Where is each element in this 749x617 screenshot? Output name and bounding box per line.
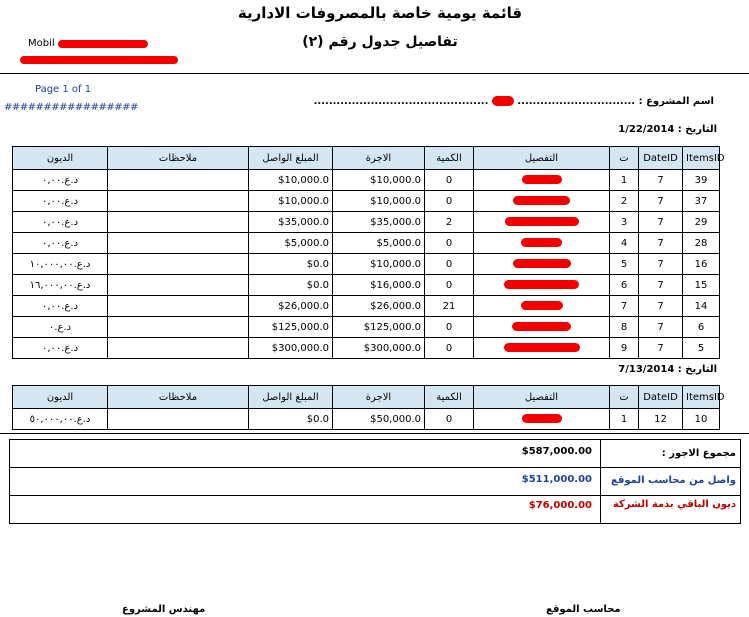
col-header-fee: الاجرة xyxy=(333,386,425,409)
cell-seq: 9 xyxy=(610,338,639,359)
cell-detail xyxy=(474,254,610,275)
cell-debt: د.ع.٠ xyxy=(13,317,108,338)
col-header-debt: الديون xyxy=(13,147,108,170)
date-label: التاريخ : xyxy=(677,124,717,135)
date-label: التاريخ : xyxy=(677,364,717,375)
table-row xyxy=(13,338,720,359)
summary-row-received xyxy=(10,468,740,496)
redaction-mark xyxy=(513,196,570,205)
col-header-seq: ت xyxy=(610,386,639,409)
cell-notes xyxy=(108,212,249,233)
redaction-mark xyxy=(492,96,514,106)
cell-qty: 0 xyxy=(425,338,474,359)
table-row xyxy=(13,191,720,212)
redaction-mark xyxy=(522,414,562,423)
cell-fee: $10,000.0 xyxy=(333,170,425,191)
col-header-dateid: DateID xyxy=(639,386,683,409)
cell-seq: 3 xyxy=(610,212,639,233)
cell-date-id: 7 xyxy=(639,296,683,317)
report-subtitle: تفاصيل جدول رقم (٢) xyxy=(302,34,458,50)
cell-qty: 0 xyxy=(425,317,474,338)
col-header-dateid: DateID xyxy=(639,147,683,170)
cell-paid: $5,000.0 xyxy=(249,233,333,254)
group2-date-row xyxy=(560,364,717,375)
table-row xyxy=(13,254,720,275)
table-row xyxy=(13,317,720,338)
cell-notes xyxy=(108,296,249,317)
project-name-row xyxy=(300,96,714,107)
project-dots: ............................... xyxy=(517,96,636,107)
cell-item-id: 14 xyxy=(683,296,720,317)
table-row xyxy=(13,296,720,317)
cell-paid: $0.0 xyxy=(249,409,333,430)
overflow-hashes: ################# xyxy=(4,102,138,113)
redaction-mark xyxy=(504,343,580,352)
cell-item-id: 39 xyxy=(683,170,720,191)
cell-notes xyxy=(108,275,249,296)
group1-date-row xyxy=(560,124,717,135)
redaction-mark xyxy=(505,217,579,226)
cell-detail xyxy=(474,275,610,296)
cell-debt: د.ع.٠,٠٠ xyxy=(13,296,108,317)
col-header-qty: الكمية xyxy=(425,386,474,409)
cell-detail xyxy=(474,409,610,430)
engineer-signature-label: مهندس المشروع xyxy=(122,604,206,615)
cell-item-id: 37 xyxy=(683,191,720,212)
cell-date-id: 12 xyxy=(639,409,683,430)
cell-detail xyxy=(474,191,610,212)
cell-paid: $125,000.0 xyxy=(249,317,333,338)
cell-notes xyxy=(108,409,249,430)
section-divider xyxy=(0,433,749,434)
cell-seq: 6 xyxy=(610,275,639,296)
debt-label: ديون الباقي بذمة الشركة xyxy=(612,499,736,510)
cell-item-id: 5 xyxy=(683,338,720,359)
cell-fee: $50,000.0 xyxy=(333,409,425,430)
table-row xyxy=(13,233,720,254)
col-header-paid: المبلغ الواصل xyxy=(249,386,333,409)
debt-value: $76,000.00 xyxy=(528,500,592,511)
cell-fee: $35,000.0 xyxy=(333,212,425,233)
cell-fee: $16,000.0 xyxy=(333,275,425,296)
redaction-mark xyxy=(521,238,562,247)
total-label: مجموع الاجور : xyxy=(661,448,736,459)
cell-debt: د.ع.١٦,٠٠٠,٠٠ xyxy=(13,275,108,296)
cell-item-id: 29 xyxy=(683,212,720,233)
cell-notes xyxy=(108,317,249,338)
cell-date-id: 7 xyxy=(639,275,683,296)
cell-date-id: 7 xyxy=(639,254,683,275)
col-header-debt: الديون xyxy=(13,386,108,409)
cell-debt: د.ع.٠,٠٠ xyxy=(13,338,108,359)
cell-qty: 0 xyxy=(425,233,474,254)
expenses-table-2 xyxy=(12,385,725,430)
cell-qty: 0 xyxy=(425,275,474,296)
redaction-mark xyxy=(513,259,571,268)
cell-seq: 1 xyxy=(610,409,639,430)
cell-notes xyxy=(108,233,249,254)
cell-seq: 8 xyxy=(610,317,639,338)
total-value: $587,000.00 xyxy=(521,446,592,457)
cell-detail xyxy=(474,170,610,191)
col-header-detail: التفصيل xyxy=(474,386,610,409)
cell-paid: $10,000.0 xyxy=(249,170,333,191)
cell-item-id: 16 xyxy=(683,254,720,275)
cell-seq: 4 xyxy=(610,233,639,254)
cell-seq: 5 xyxy=(610,254,639,275)
cell-qty: 0 xyxy=(425,409,474,430)
cell-notes xyxy=(108,254,249,275)
cell-date-id: 7 xyxy=(639,170,683,191)
table-row xyxy=(13,409,720,430)
cell-debt: د.ع.٥٠,٠٠٠,٠٠ xyxy=(13,409,108,430)
col-header-detail: التفصيل xyxy=(474,147,610,170)
cell-qty: 21 xyxy=(425,296,474,317)
mobil-label: Mobil xyxy=(28,38,55,49)
cell-debt: د.ع.١٠,٠٠٠,٠٠ xyxy=(13,254,108,275)
redaction-mark xyxy=(521,301,563,310)
expenses-table-1 xyxy=(12,146,725,359)
table-row xyxy=(13,275,720,296)
redaction-mark xyxy=(20,56,178,64)
cell-fee: $10,000.0 xyxy=(333,191,425,212)
summary-row-total xyxy=(10,440,740,468)
col-header-itemsid: ItemsID xyxy=(683,147,720,170)
cell-notes xyxy=(108,191,249,212)
cell-qty: 0 xyxy=(425,170,474,191)
received-label: واصل من محاسب الموقع xyxy=(611,475,736,486)
received-value: $511,000.00 xyxy=(521,474,592,485)
col-header-notes: ملاحظات xyxy=(108,386,249,409)
cell-item-id: 28 xyxy=(683,233,720,254)
cell-date-id: 7 xyxy=(639,317,683,338)
cell-debt: د.ع.٠,٠٠ xyxy=(13,233,108,254)
cell-qty: 0 xyxy=(425,254,474,275)
cell-paid: $26,000.0 xyxy=(249,296,333,317)
table-row xyxy=(13,212,720,233)
cell-notes xyxy=(108,170,249,191)
col-header-seq: ت xyxy=(610,147,639,170)
cell-debt: د.ع.٠,٠٠ xyxy=(13,170,108,191)
project-label: اسم المشروع : xyxy=(638,96,714,107)
cell-debt: د.ع.٠,٠٠ xyxy=(13,191,108,212)
header-divider xyxy=(0,73,749,74)
col-header-fee: الاجرة xyxy=(333,147,425,170)
cell-qty: 0 xyxy=(425,191,474,212)
cell-detail xyxy=(474,296,610,317)
cell-date-id: 7 xyxy=(639,338,683,359)
report-title: قائمة يومية خاصة بالمصروفات الادارية xyxy=(237,4,523,22)
group2-date: 7/13/2014 xyxy=(618,364,675,375)
cell-notes xyxy=(108,338,249,359)
group1-date: 1/22/2014 xyxy=(618,124,675,135)
redaction-mark xyxy=(522,175,562,184)
summary-row-debt xyxy=(10,496,740,524)
summary-box xyxy=(9,439,741,524)
cell-fee: $125,000.0 xyxy=(333,317,425,338)
cell-seq: 7 xyxy=(610,296,639,317)
cell-fee: $26,000.0 xyxy=(333,296,425,317)
cell-paid: $300,000.0 xyxy=(249,338,333,359)
redaction-mark xyxy=(58,40,148,48)
redaction-mark xyxy=(504,280,579,289)
summary-label-divider xyxy=(600,440,601,524)
cell-seq: 2 xyxy=(610,191,639,212)
col-header-itemsid: ItemsID xyxy=(683,386,720,409)
cell-item-id: 10 xyxy=(683,409,720,430)
cell-paid: $10,000.0 xyxy=(249,191,333,212)
cell-detail xyxy=(474,338,610,359)
col-header-paid: المبلغ الواصل xyxy=(249,147,333,170)
cell-date-id: 7 xyxy=(639,191,683,212)
cell-paid: $0.0 xyxy=(249,275,333,296)
cell-item-id: 6 xyxy=(683,317,720,338)
cell-detail xyxy=(474,317,610,338)
cell-seq: 1 xyxy=(610,170,639,191)
col-header-qty: الكمية xyxy=(425,147,474,170)
cell-fee: $5,000.0 xyxy=(333,233,425,254)
project-dots: .............................................. xyxy=(313,96,489,107)
table-header-row xyxy=(13,147,720,170)
cell-fee: $300,000.0 xyxy=(333,338,425,359)
table-row xyxy=(13,170,720,191)
accountant-signature-label: محاسب الموقع xyxy=(546,604,621,615)
redaction-mark xyxy=(512,322,571,331)
cell-item-id: 15 xyxy=(683,275,720,296)
cell-qty: 2 xyxy=(425,212,474,233)
page-indicator: Page 1 of 1 xyxy=(35,84,92,95)
cell-date-id: 7 xyxy=(639,233,683,254)
cell-date-id: 7 xyxy=(639,212,683,233)
table-header-row xyxy=(13,386,720,409)
cell-debt: د.ع.٠,٠٠ xyxy=(13,212,108,233)
cell-paid: $0.0 xyxy=(249,254,333,275)
cell-detail xyxy=(474,212,610,233)
cell-paid: $35,000.0 xyxy=(249,212,333,233)
cell-fee: $10,000.0 xyxy=(333,254,425,275)
cell-detail xyxy=(474,233,610,254)
col-header-notes: ملاحظات xyxy=(108,147,249,170)
